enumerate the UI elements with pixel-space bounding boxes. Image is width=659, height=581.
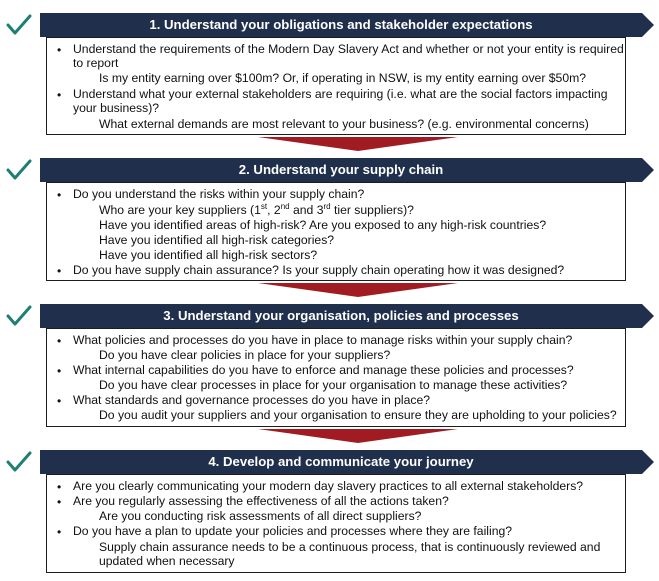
list-item: Understand what your external stakeholders are requiring (i.e. what are the social factors impacting <box>73 87 608 101</box>
sub-question: Do you have clear policies in place for your suppliers? <box>99 348 391 362</box>
down-arrow-icon <box>258 429 458 443</box>
sub-question: Do you have clear processes in place for your organisation to manage these activities? <box>99 378 568 392</box>
list-item: your business)? <box>73 101 160 115</box>
list-item: Do you understand the risks within your supply chain? <box>73 187 365 201</box>
sub-question: Have you identified areas of high-risk? Are you exposed to any high-risk countries? <box>99 218 547 232</box>
checkmark-icon <box>6 158 32 182</box>
checkmark-icon <box>6 304 32 328</box>
sub-question: Have you identified all high-risk categories? <box>99 233 335 247</box>
list-item: Are you clearly communicating your modern day slavery practices to all external stakeholders? <box>73 479 584 493</box>
bullet-icon: • <box>57 480 62 494</box>
list-item: What policies and processes do you have in place to manage risks within your supply chain? <box>73 333 573 347</box>
sub-question: What external demands are most relevant to your business? (e.g. environmental concerns) <box>99 117 589 131</box>
sub-question: Is my entity earning over $100m? Or, if operating in NSW, is my entity earning over $50m? <box>99 71 587 85</box>
section-banner-2 <box>40 158 654 182</box>
section-box-4 <box>46 474 626 573</box>
checkmark-icon <box>6 13 32 37</box>
sub-question: Supply chain assurance needs to be a continuous process, that is continuously reviewed and <box>99 540 601 554</box>
bullet-icon: • <box>57 188 62 202</box>
section-banner-1 <box>40 13 654 37</box>
bullet-icon: • <box>57 364 62 378</box>
section-box-3 <box>46 328 626 427</box>
section-title: 3. Understand your organisation, policies and processes <box>163 308 519 323</box>
bullet-icon: • <box>57 264 62 278</box>
sub-question: Who are your key suppliers (1st, 2nd and 3rd tier suppliers)? <box>99 201 414 217</box>
down-arrow-icon <box>258 137 458 151</box>
bullet-icon: • <box>57 394 62 408</box>
section-title: 1. Understand your obligations and stakeholder expectations <box>149 17 533 32</box>
sub-question: updated when necessary <box>99 554 235 568</box>
bullet-icon: • <box>57 43 62 57</box>
list-item: What internal capabilities do you have to enforce and manage these policies and processes? <box>73 363 574 377</box>
section-banner-3 <box>40 304 654 328</box>
section-box-2 <box>46 182 626 281</box>
sub-question: Are you conducting risk assessments of all direct suppliers? <box>99 509 422 523</box>
list-item: to report <box>73 56 119 70</box>
bullet-icon: • <box>57 88 62 102</box>
list-item: Are you regularly assessing the effectiveness of all the actions taken? <box>73 494 449 508</box>
section-title: 4. Develop and communicate your journey <box>208 454 474 469</box>
section-box-1 <box>46 37 626 135</box>
list-item: What standards and governance processes do you have in place? <box>73 393 431 407</box>
bullet-icon: • <box>57 525 62 539</box>
list-item: Do you have a plan to update your policies and processes where they are failing? <box>73 524 513 538</box>
bullet-icon: • <box>57 495 62 509</box>
section-banner-4 <box>40 450 654 474</box>
checkmark-icon <box>6 450 32 474</box>
list-item: Understand the requirements of the Modern Day Slavery Act and whether or not your entity is required <box>73 42 624 56</box>
bullet-icon: • <box>57 334 62 348</box>
section-title: 2. Understand your supply chain <box>238 162 444 177</box>
down-arrow-icon <box>258 283 458 297</box>
sub-question: Do you audit your suppliers and your organisation to ensure they are upholding to your policies? <box>99 408 617 422</box>
list-item: Do you have supply chain assurance? Is your supply chain operating how it was designed? <box>73 263 565 277</box>
sub-question: Have you identified all high-risk sectors? <box>99 248 318 262</box>
